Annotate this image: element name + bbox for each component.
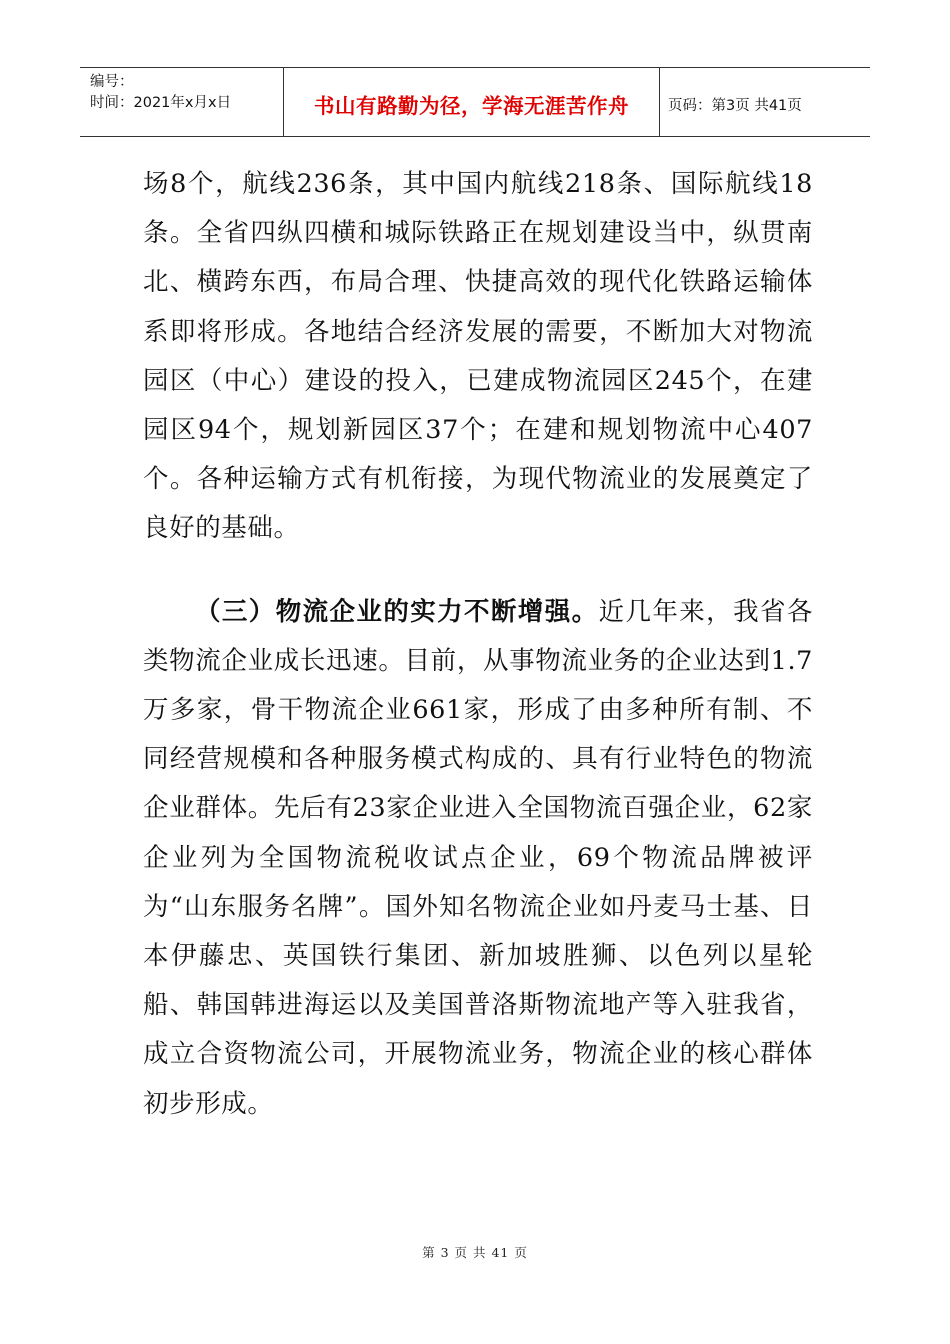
paragraph-logistics-enterprises <box>143 588 813 1129</box>
paragraph-infrastructure <box>143 160 813 554</box>
document-time-label: 时间：2021年x月x日 <box>90 95 232 111</box>
header-page-info: 页码：第3页 共41页 <box>668 97 802 114</box>
paragraph-heading: （三）物流企业的实力不断增强。 <box>195 596 599 627</box>
page-footer: 第 3 页 共 41 页 <box>422 1245 528 1260</box>
document-number-label: 编号： <box>90 74 134 90</box>
paragraph-text: 近几年来，我省各类物流企业成长迅速。目前，从事物流业务的企业达到1.7万多家，骨干物流企业661家，形成了由多种所有制、不同经营规模和各种服务模式构成的、具有行业特色的物流企业群体。先后有23家企业进入全国物流百强企业，62家企业列为全国物流税收试点企业，69个物流品牌被评为“山东服务名牌”。国外知名物流企业如丹麦马士基、日本伊藤忠、英国铁行集团、新加坡胜狮、以色列以星轮船、韩国韩进海运以及美国普洛斯物流地产等入驻我省，成立合资物流公司，开展物流业务，物流企业的核心群体初步形成。 <box>143 596 813 1119</box>
header-meta <box>80 68 283 136</box>
page-header <box>80 67 870 137</box>
document-body <box>143 160 813 1129</box>
paragraph-text: 场8个，航线236条，其中国内航线218条、国际航线18条。全省四纵四横和城际铁路正在规划建设当中，纵贯南北、横跨东西，布局合理、快捷高效的现代化铁路运输体系即将形成。各地结合经济发展的需要，不断加大对物流园区（中心）建设的投入，已建成物流园区245个，在建园区94个，规划新园区37个；在建和规划物流中心407个。各种运输方式有机衔接，为现代物流业的发展奠定了良好的基础。 <box>143 169 813 544</box>
header-motto: 书山有路勤为径，学海无涯苦作舟 <box>283 68 660 136</box>
